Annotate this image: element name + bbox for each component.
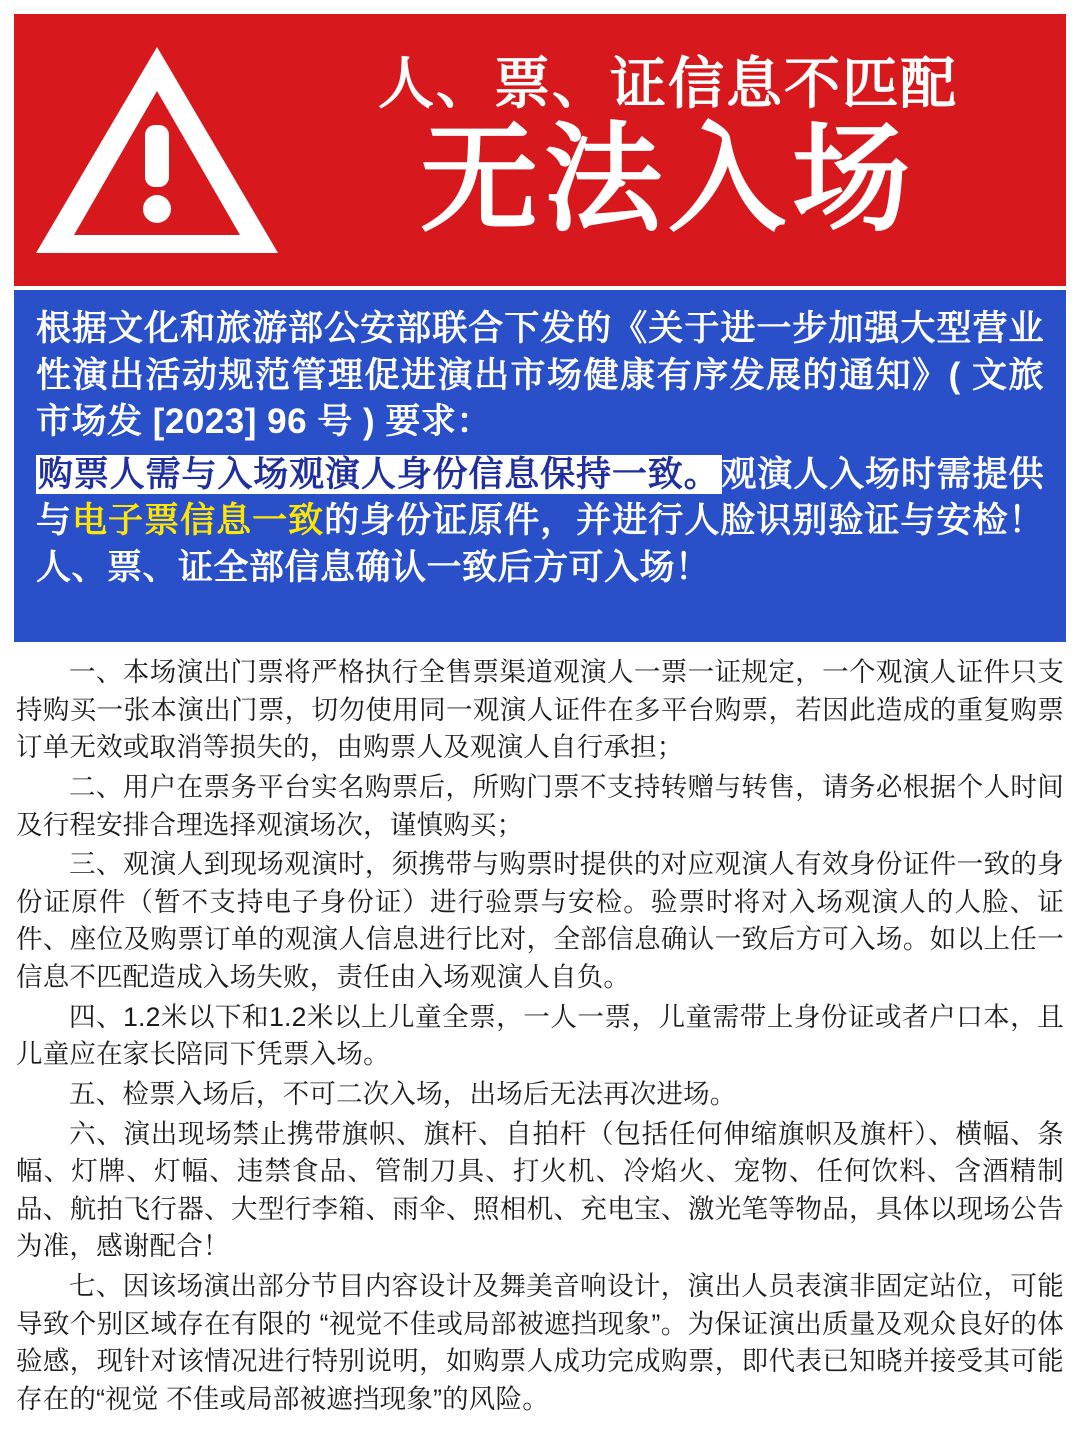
term-item: 六、演出现场禁止携带旗帜、旗杆、自拍杆（包括任何伸缩旗帜及旗杆）、横幅、条幅、灯牌、灯幅、违禁食品、管制刀具、打火机、冷焰火、宠物、任何饮料、含酒精制品、航拍飞行器、大型行李箱、雨伞、照相机、充电宝、激光笔等物品，具体以现场公告为准，感谢配合！: [16, 1118, 1064, 1262]
term-item: 五、检票入场后，不可二次入场，出场后无法再次进场。: [69, 1078, 737, 1109]
term-item: 四、1.2米以下和1.2米以上儿童全票，一人一票，儿童需带上身份证或者户口本，且儿童应在家长陪同下凭票入场。: [16, 1001, 1064, 1070]
banner-headline-large: 无法入场: [419, 113, 916, 246]
banner-text-block: [282, 51, 1060, 246]
warning-banner: [14, 14, 1066, 286]
policy-text-b: 的身份证原件，并进行人脸识别验证与安检！人、票、证全部信息确认一致后方可入场！: [36, 501, 1044, 587]
banner-headline-small: 人、票、证信息不匹配: [378, 51, 958, 115]
policy-paragraph-1: 根据文化和旅游部公安部联合下发的《关于进一步加强大型营业性演出活动规范管理促进演出市场健康有序发展的通知》( 文旅市场发 [2023] 96 号 ) 要求：: [36, 309, 1044, 442]
policy-text-a: 观演人入场时需提供与: [36, 454, 1044, 541]
poster-root: [0, 14, 1080, 1453]
policy-highlight-yellow: 电子票信息一致: [72, 501, 325, 541]
policy-notice-block: [14, 290, 1066, 642]
term-item: 七、因该场演出部分节目内容设计及舞美音响设计，演出人员表演非固定站位，可能导致个别区域存在有限的 “视觉不佳或局部被遮挡现象”。为保证演出质量及观众良好的体验感，现针对该情况进行特别说明，如购票人成功完成购票，即代表已知晓并接受其可能存在的“视觉 不佳或局部被遮挡现象”的风险。: [16, 1271, 1064, 1414]
term-item: 一、本场演出门票将严格执行全售票渠道观演人一票一证规定，一个观演人证件只支持购买一张本演出门票，切勿使用同一观演人证件在多平台购票，若因此造成的重复购票订单无效或取消等损失的，由购票人及观演人自行承担；: [16, 657, 1064, 763]
warning-triangle-exclamation-icon: [32, 39, 282, 261]
term-item: 三、观演人到现场观演时，须携带与购票时提供的对应观演人有效身份证件一致的身份证原件（暂不支持电子身份证）进行验票与安检。验票时将对入场观演人的人脸、证件、座位及购票订单的观演人信息进行比对，全部信息确认一致后方可入场。如以上任一信息不匹配造成入场失败，责任由入场观演人自负。: [16, 849, 1064, 992]
term-item: 二、用户在票务平台实名购票后，所购门票不支持转赠与转售，请务必根据个人时间及行程安排合理选择观演场次，谨慎购买；: [16, 771, 1064, 840]
policy-highlight-white: 购票人需与入场观演人身份信息保持一致。: [38, 454, 720, 494]
terms-list: [16, 654, 1064, 1419]
policy-paragraph-2: [36, 452, 1044, 592]
